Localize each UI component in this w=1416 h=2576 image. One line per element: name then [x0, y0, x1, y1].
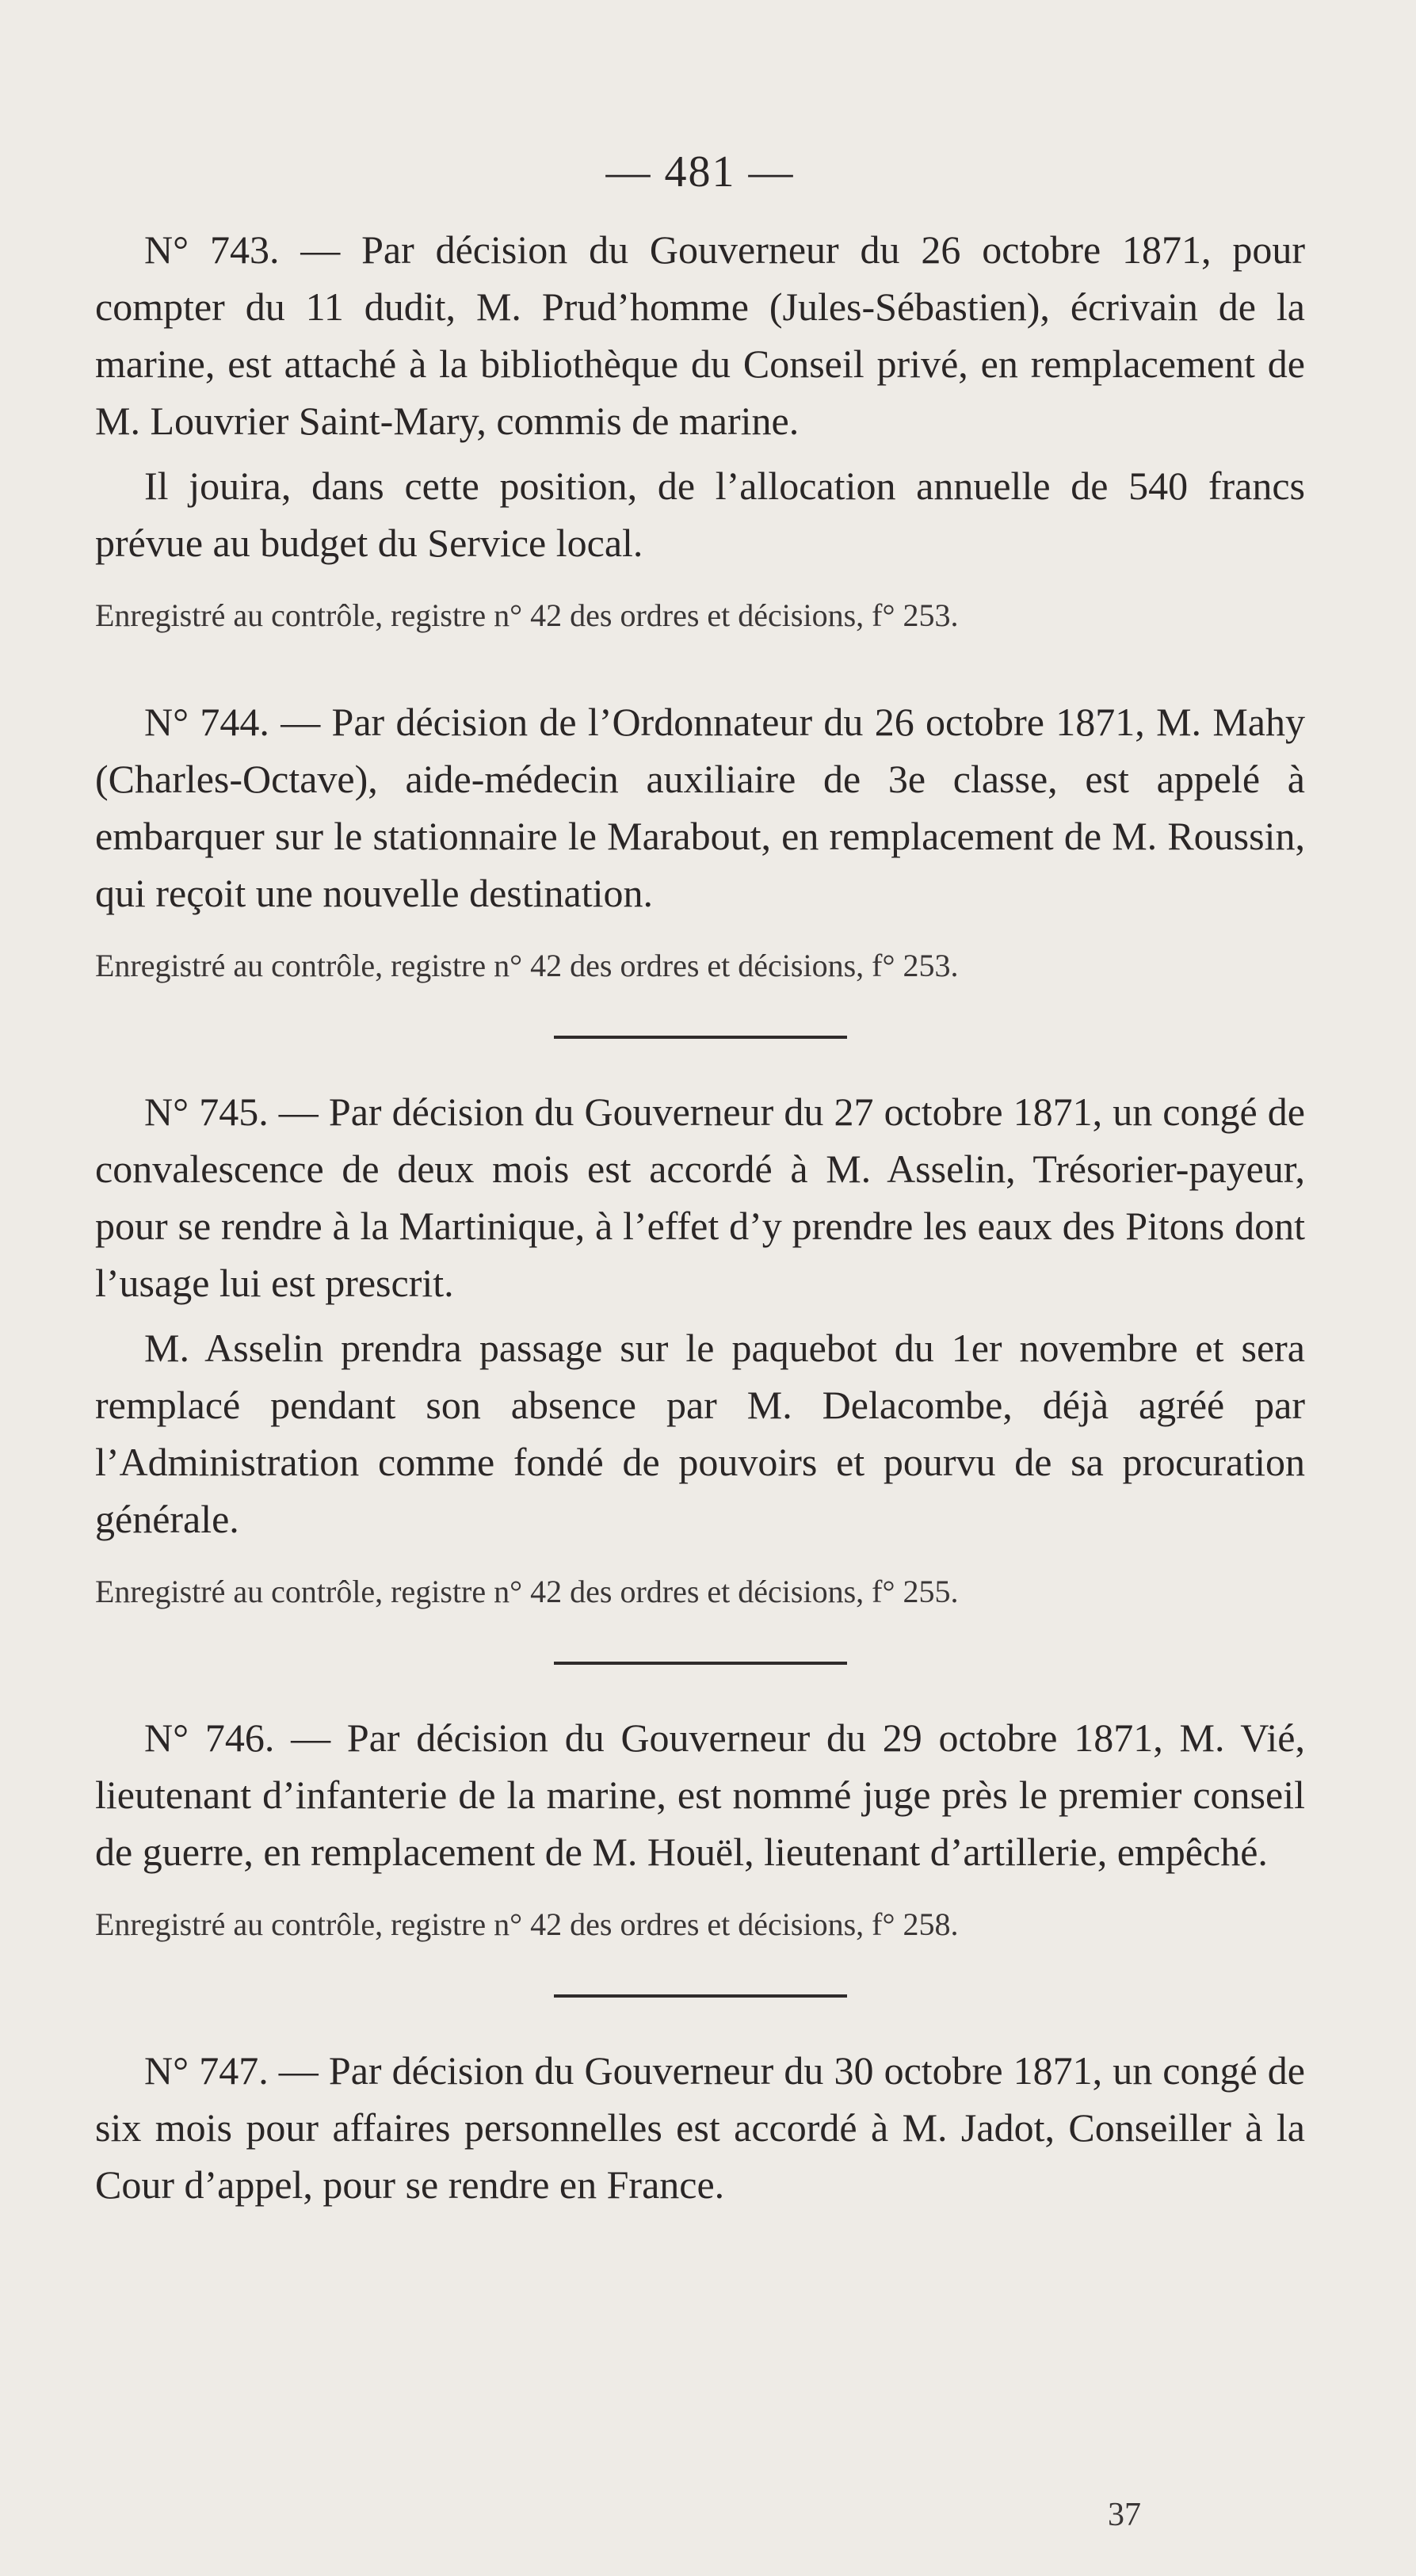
decision-entry-743	[95, 221, 1305, 638]
section-divider	[554, 1994, 847, 1998]
decision-entry-746	[95, 1709, 1305, 1947]
decision-entry-745	[95, 1083, 1305, 1614]
section-divider	[554, 1662, 847, 1665]
register-note: Enregistré au contrôle, registre n° 42 des ordres et décisions, f° 255.	[95, 1574, 959, 1609]
register-note: Enregistré au contrôle, registre n° 42 des ordres et décisions, f° 258.	[95, 1906, 959, 1942]
entry-paragraph: N° 747. — Par décision du Gouverneur du 30 octobre 1871, un congé de six mois pour affaires personnelles est accordé à M. Jadot, Conseiller à la Cour d’appel, pour se rendre en France.	[95, 2048, 1305, 2207]
entry-paragraph: M. Asselin prendra passage sur le paquebot du 1er novembre et sera remplacé pendant son absence par M. Delacombe, déjà agréé par l’Administration comme fondé de pouvoirs et pourvu de sa procuration générale.	[95, 1326, 1305, 1541]
register-note: Enregistré au contrôle, registre n° 42 des ordres et décisions, f° 253.	[95, 948, 959, 983]
entry-paragraph: N° 744. — Par décision de l’Ordonnateur du 26 octobre 1871, M. Mahy (Charles-Octave), aide-médecin auxiliaire de 3e classe, est appelé à embarquer sur le stationnaire le Marabout, en remplacement de M. Roussin, qui reçoit une nouvelle destination.	[95, 700, 1305, 915]
entry-paragraph: N° 746. — Par décision du Gouverneur du 29 octobre 1871, M. Vié, lieutenant d’infanterie de la marine, est nommé juge près le premier conseil de guerre, en remplacement de M. Houël, lieutenant d’artillerie, empêché.	[95, 1715, 1305, 1874]
page-number: — 481 —	[605, 147, 795, 197]
decision-entry-744	[95, 693, 1305, 988]
entry-paragraph: Il jouira, dans cette position, de l’allocation annuelle de 540 francs prévue au budget du Service local.	[95, 464, 1305, 565]
entry-spacer	[95, 638, 1305, 693]
signature-mark: 37	[1108, 2497, 1141, 2533]
entry-paragraph: N° 745. — Par décision du Gouverneur du 27 octobre 1871, un congé de convalescence de deux mois est accordé à M. Asselin, Trésorier-payeur, pour se rendre à la Martinique, à l’effet d’y prendre les eaux des Pitons dont l’usage lui est prescrit.	[95, 1090, 1305, 1305]
entry-paragraph: N° 743. — Par décision du Gouverneur du 26 octobre 1871, pour compter du 11 dudit, M. Prud’homme (Jules-Sébastien), écrivain de la marine, est attaché à la bibliothèque du Conseil privé, en remplacement de M. Louvrier Saint-Mary, commis de marine.	[95, 227, 1305, 443]
register-note: Enregistré au contrôle, registre n° 42 des ordres et décisions, f° 253.	[95, 597, 959, 633]
section-divider	[554, 1036, 847, 1039]
decision-entry-747	[95, 2042, 1305, 2213]
